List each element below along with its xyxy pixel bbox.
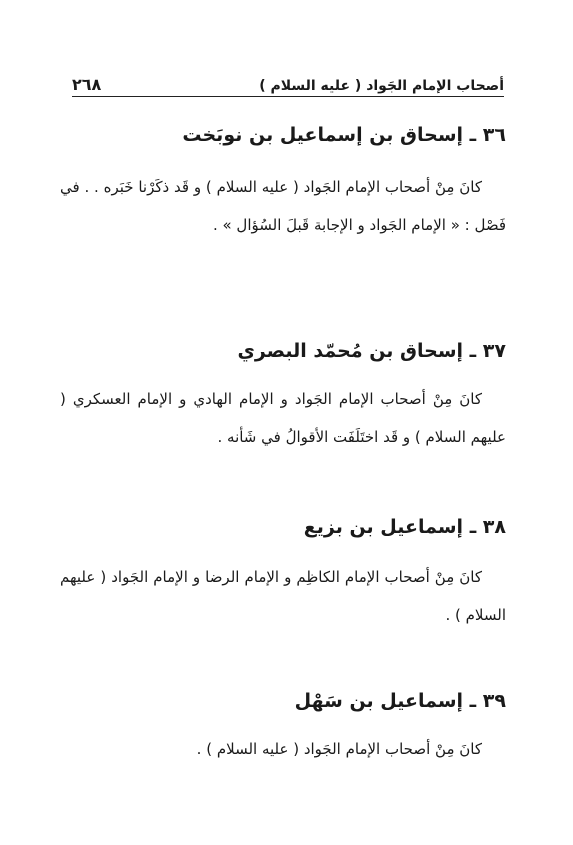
page-number: ٢٦٨ — [72, 75, 102, 94]
running-title: أصحاب الإمام الجَواد ( عليه السلام ) — [259, 78, 504, 94]
entry-body-text: كانَ مِنْ أصحاب الإمام الجَواد و الإمام الهادي و الإمام العسكري ( عليهم السلام ) و قَد اختَلَفَت الأقوالُ في شَأنه . — [60, 390, 506, 446]
entry-body — [60, 558, 506, 634]
entry-body-text: كانَ مِنْ أصحاب الإمام الجَواد ( عليه السلام ) . — [196, 740, 482, 758]
entry-body-text: كانَ مِنْ أصحاب الإمام الكاظِم و الإمام الرضا و الإمام الجَواد ( عليهم السلام ) . — [60, 568, 506, 624]
entry-body — [60, 380, 506, 456]
entry-title: ٣٦ ـ إسحاق بن إسماعيل بن نوبَخت — [182, 124, 506, 146]
entry-body — [60, 730, 506, 768]
entry-title: ٣٧ ـ إسحاق بن مُحمّد البصري — [237, 340, 506, 362]
page-header — [72, 64, 504, 97]
entry-title: ٣٩ ـ إسماعيل بن سَهْل — [294, 690, 506, 712]
entry-body-text: كانَ مِنْ أصحاب الإمام الجَواد ( عليه السلام ) و قَد ذكَرْنا خَبَره . . في فَصْل : « الإمام الجَواد و الإجابة قَبلَ السُؤال » . — [60, 178, 506, 234]
entry-title: ٣٨ ـ إسماعيل بن بزيع — [303, 516, 506, 538]
entry-body — [60, 168, 506, 244]
